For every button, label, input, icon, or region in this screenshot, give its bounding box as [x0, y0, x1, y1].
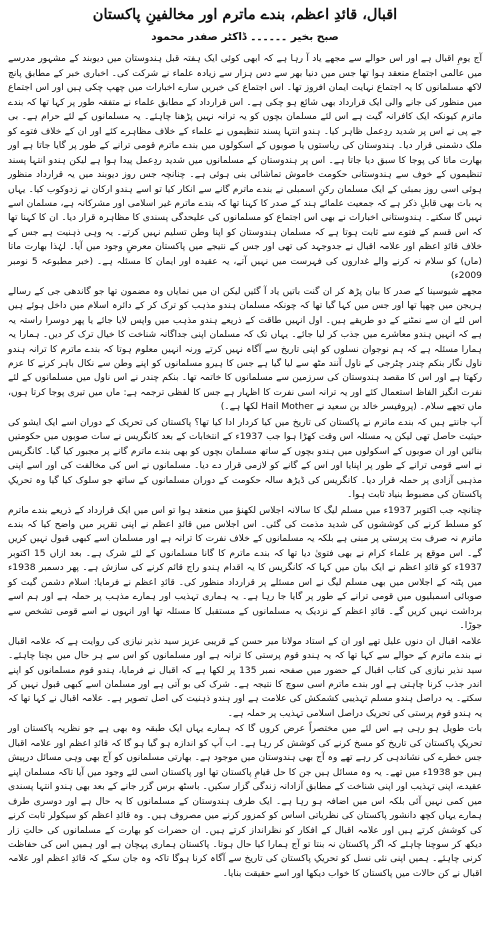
article-byline: صبح بخیر ۔۔۔۔۔۔ ڈاکٹر صفدر محمود	[151, 30, 339, 43]
article-title: اقبال، قائدِ اعظم، بندے ماترم اور مخالفینِ پاکستان	[92, 6, 398, 23]
paragraph: علامہ اقبال ان دنوں علیل تھے اور ان کے استاد مولانا میر حسن کے قریبی عزیز سید نذیر نیازی کی روایت ہے کہ علامہ اقبال نے بندے ماترم کے حوالے سے کہا تھا کہ یہ ہندو قوم پرستی کا ترانہ ہے اور مسلمانوں کو اس سے ہر حال میں بچنا چاہئے۔ سید نذیر نیازی کی کتاب اقبال کے حضور میں صفحہ نمبر 135 پر لکھا ہے کہ اقبال نے فرمایا، ہندو قوم مسلمانوں کو اپنے اندر جذب کرنا چاہتی ہے اور بندے ماترم اسی سوچ کا نتیجہ ہے۔ شرک کی بو آتی ہے اور مسلمان اسے کبھی قبول نہیں کر سکتے۔ یہ دراصل ہندو مسلم تہذیبی کشمکش کی علامت ہے اور ہندو ذہنیت کی اصل تصویر ہے۔ علامہ اقبال نے کہا تھا کہ یہ ہندو قوم پرستی کی تحریک دراصل اسلامی تہذیب پر حملہ ہے۔	[8, 636, 482, 719]
paragraph: مجھے شیوسینا کے صدر کا بیان پڑھ کر ان گنت باتیں یاد آ گئیں لیکن ان میں نمایاں وہ مضمون تھا جو گاندھی جی کے رسالے ہریجن میں چھپا تھا اور جس میں کہا گیا تھا کہ چونکہ مسلمان ہندو مذہب کو ترک کر کے دائرہ اسلام میں داخل ہوئے ہیں اس لئے ان سے نمٹنے کے دو طریقے ہیں۔ اول انہیں طاقت کے ذریعے ہندو مذہب میں واپس لایا جائے یا پھر دوسرا راستہ یہ ہے کہ انہیں ہندو معاشرے میں جذب کر لیا جائے۔ یہاں تک کہ مسلمان اپنی جداگانہ شناخت کا خیال ترک کر دیں۔ ہمارا یہ ہمارا مسئلہ ہے کہ ہم نوجوان نسلوں کو اپنی تاریخ سے آگاہ نہیں کرتے ورنہ انہیں معلوم ہوتا کہ بندے ماترم کا ترانہ ہندو ناول نگار بنکم چندر چٹرجی کے ناول آنند مٹھ سے لیا گیا ہے جس کا ہیرو مسلمانوں کو اپنے وطن سے نکال باہر کرنے کا عزم رکھتا ہے اور اس کا مقصد ہندوستان کی سرزمین سے مسلمانوں کا خاتمہ تھا۔ بنکم چندر نے اس ناول میں مسلمانوں کے لئے نفرت انگیز الفاظ استعمال کئے اور یہ ترانہ اسی نفرت کا اظہار ہے جس کا لفظی ترجمہ ہے: ماں میں تیری پوجا کرتا ہوں، ماں تجھے سلام۔ (پروفیسر خالد بن سعید نے Hail Mother لکھا ہے۔)	[8, 286, 482, 413]
paragraph: آپ جانتے ہیں کہ بندے ماترم نے پاکستان کی تاریخ میں کیا کردار ادا کیا تھا؟ پاکستان کی تحریک کے دوران اسے ایک ایشو کی حیثیت حاصل تھی لیکن یہ مسئلہ اس وقت کھڑا ہوا جب 1937ء کے انتخابات کے بعد کانگریس نے سات صوبوں میں حکومتیں بنائیں اور ان صوبوں کے اسکولوں میں ہندو بچوں کے ساتھ مسلمان بچوں کو بھی بندے ماترم گانے پر مجبور کیا گیا۔ کانگریس نے اسے قومی ترانے کے طور پر اپنایا اور اس کے گانے کو لازمی قرار دے دیا۔ مسلمانوں نے اس کی مخالفت کی اور اسے اپنی مذہبی آزادی پر حملہ قرار دیا۔ کانگریس کی ڈیڑھ سالہ حکومت کے دوران مسلمانوں کے ساتھ جو سلوک کیا گیا وہ تحریکِ پاکستان کی مضبوط بنیاد ثابت ہوا۔	[8, 417, 482, 501]
paragraph: بات طویل ہو رہی ہے اس لئے میں مختصراً عرض کروں گا کہ ہمارے یہاں ایک طبقہ وہ بھی ہے جو نظریہ پاکستان اور تحریکِ پاکستان کی تاریخ کو مسخ کرنے کی کوشش کر رہا ہے۔ اب آپ کو اندازہ ہو گیا ہو گا کہ قائدِ اعظم اور علامہ اقبال جس خطرے کی نشاندہی کر رہے تھے وہ آج بھی ہندوستان میں موجود ہے۔ بھارتی مسلمانوں کو آج بھی وہی مسائل درپیش ہیں جو 1938ء میں تھے۔ یہ وہ مسائل ہیں جن کا حل قیامِ پاکستان تھا اور پاکستان اسی لئے وجود میں آیا تاکہ مسلمان اپنے عقیدے، اپنی تہذیب اور اپنی شناخت کے مطابق آزادانہ زندگی گزار سکیں۔ باسٹھ برس گزر جانے کے بعد بھی ہندو انتہا پسندی میں کمی نہیں آئی بلکہ اس میں اضافہ ہو رہا ہے۔ ایک طرف ہندوستان کے مسلمانوں کا یہ حال ہے اور دوسری طرف ہمارے یہاں کچھ دانشور پاکستان کی نظریاتی اساس کو کمزور کرنے میں مصروف ہیں۔ وہ قائدِ اعظم کو سیکولر ثابت کرنے کی کوشش کرتے ہیں اور علامہ اقبال کے افکار کو نظرانداز کرتے ہیں۔ ان حضرات کو بھارت کے مسلمانوں کی حالتِ زار دیکھ کر سوچنا چاہئے کہ اگر پاکستان نہ بنتا تو آج ہمارا کیا حال ہوتا۔ پاکستان ہماری پہچان ہے اور ہمیں اس کی حفاظت کرنی چاہئے۔ ہمیں اپنی نئی نسل کو تحریکِ پاکستان کی تاریخ سے آگاہ کرنا ہوگا تاکہ وہ جان سکے کہ قائدِ اعظم اور علامہ اقبال نے کن حالات میں پاکستان کا خواب دیکھا اور اسے حقیقت بنایا۔	[8, 724, 483, 879]
paragraph: چنانچہ جب اکتوبر 1937ء میں مسلم لیگ کا سالانہ اجلاس لکھنؤ میں منعقد ہوا تو اس میں ایک قرارداد کے ذریعے بندے ماترم کو مسلط کرنے کی کوششوں کی شدید مذمت کی گئی۔ اس اجلاس میں قائدِ اعظم نے اپنی تقریر میں واضح کیا کہ بندے ماترم نہ صرف بت پرستی پر مبنی ہے بلکہ یہ مسلمانوں کے خلاف نفرت کا ترانہ ہے اور مسلمان اسے کبھی قبول نہیں کریں گے۔ اس موقع پر علماء کرام نے بھی فتویٰ دیا تھا کہ بندے ماترم کا گانا مسلمانوں کے لئے شرک ہے۔ بعد ازاں 15 اکتوبر 1937ء کو قائدِ اعظم نے ایک بیان میں کہا کہ کانگریس کا یہ اقدام ہندو راج قائم کرنے کی سازش ہے۔ پھر دسمبر 1938ء میں پٹنہ کے اجلاس میں بھی مسلم لیگ نے اس مسئلے پر قرارداد منظور کی۔ قائدِ اعظم نے فرمایا: اسلام دشمن گیت کو صوبائی اسمبلیوں میں قومی ترانے کے طور پر گایا جا رہا ہے۔ یہ ہماری تہذیب اور ہمارے مذہب پر حملہ ہے اور ہم اسے برداشت نہیں کریں گے۔ قائدِ اعظم کے نزدیک یہ مسلمانوں کے مستقبل کا مسئلہ تھا اور انہوں نے اسے قومی تشخص سے جوڑا۔	[8, 505, 482, 632]
article-body	[8, 52, 482, 881]
paragraph: آج یومِ اقبال ہے اور اس حوالے سے مجھے یاد آ رہا ہے کہ ابھی کوئی ایک ہفتہ قبل ہندوستان میں دیوبند کے مشہور مدرسے میں عالمی اجتماع منعقد ہوا تھا جس میں دنیا بھر سے دس ہزار سے زیادہ علماء نے شرکت کی۔ اخباری خبر کے مطابق پانچ لاکھ مسلمانوں کا یہ اجتماع نہایت ایمان افروز تھا۔ اس اجتماع کی خبریں سارے اخبارات میں چھپ چکی ہیں اور اس اجتماع میں منظور کی جانے والی ایک قرارداد بھی شائع ہو چکی ہے۔ اس قرارداد کے مطابق علماء نے متفقہ طور پر کہا تھا کہ بندے ماترم کیونکہ ایک کافرانہ گیت ہے اس لئے مسلمان بچوں کو یہ ترانہ نہیں پڑھنا چاہئے۔ یہ مسلمانوں کے لئے حرام ہے۔ بی جے پی نے اس پر شدید ردِعمل ظاہر کیا۔ ہندو انتہا پسند تنظیموں نے علماء کے خلاف مظاہرے کئے اور ان کے خلاف فتوے کو ملک دشمنی قرار دیا۔ ہندوستان کی ریاستوں یا صوبوں کے اسکولوں میں بندے ماترم قومی ترانے کے طور پر گایا جاتا ہے اور بھارت ماتا کی پوجا کا سبق دیا جاتا ہے۔ اس پر ہندوستان کے مسلمانوں میں شدید ردِعمل پیدا ہوا ہے لیکن ہندو انتہا پسند تنظیموں کے خوف سے ہندوستانی حکومت خاموش تماشائی بنی ہوئی ہے۔ چنانچہ جس روز دیوبند میں یہ قرارداد منظور ہوئی اسی روز بمبئی کے ایک مسلمان رکنِ اسمبلی نے بندے ماترم گانے سے انکار کیا تو اسے ہندو ارکان نے زدوکوب کیا۔ یہاں یہ بات بھی قابلِ ذکر ہے کہ جمعیت علمائے ہند کے صدر کا کہنا تھا کہ بندے ماترم غیر اسلامی اور مشرکانہ ہے، مسلمان اسے نہیں گا سکتے۔ ہندوستانی اخبارات نے بھی اس اجتماع کو مسلمانوں کی علیحدگی پسندی کا مظاہرہ قرار دیا۔ ان کا کہنا تھا کہ اس قسم کے فتوے سے ثابت ہوتا ہے کہ مسلمان ہندوستان کو اپنا وطن تسلیم نہیں کرتے۔ یہ وہی ذہنیت ہے جس کے خلاف قائدِ اعظم اور علامہ اقبال نے جدوجہد کی تھی اور جس کے نتیجے میں پاکستان معرضِ وجود میں آیا۔ لہٰذا بھارت ماتا (ماں) کو سلام نہ کرنے والے غداروں کی فہرست میں نہیں آتے، یہ عقیدہ اور ایمان کا مسئلہ ہے۔ (خبر مطبوعہ 5 نومبر 2009ء)	[8, 54, 482, 282]
